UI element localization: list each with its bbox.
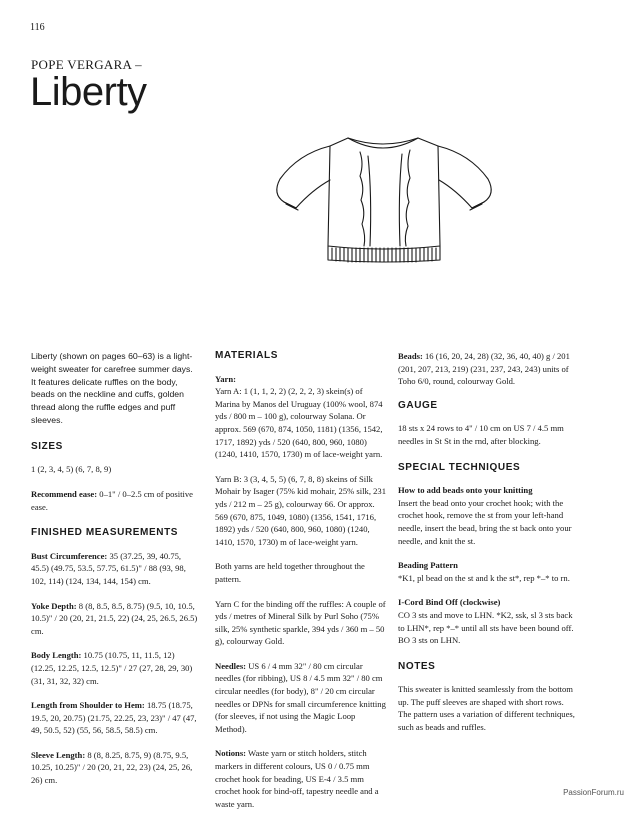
- icord-title: I-Cord Bind Off (clockwise): [398, 597, 501, 608]
- sleeve-length-text: 8 (8, 8.25, 8.75, 9) (8.75, 9.5, 10.25, 10.25)" / 20 (20, 21, 22, 23) (24, 25, 26, 26) cm.: [31, 749, 193, 786]
- ease-text: 0–1" / 0–2.5 cm of positive ease.: [31, 488, 193, 512]
- gauge-text: 18 sts x 24 rows to 4" / 10 cm on US 7 / 4.5 mm needles in St St in the rnd, after blocking.: [398, 423, 564, 446]
- page-number: 116: [30, 22, 45, 33]
- needles-paragraph: [215, 660, 387, 736]
- beads-technique-text: Insert the bead onto your crochet hook; with the crochet hook, remove the st from your left-hand needle, insert the bead, bring the st back onto your needle, and knit the st.: [398, 497, 572, 546]
- sizes-heading: SIZES: [31, 440, 63, 452]
- sleeve-length-paragraph: [31, 749, 199, 787]
- beading-pattern-title: Beading Pattern: [398, 560, 458, 571]
- sizes-text: 1 (2, 3, 4, 5) (6, 7, 8, 9): [31, 464, 112, 475]
- special-techniques-section: [398, 462, 578, 647]
- both-yarns-text: Both yarns are held together throughout the pattern.: [215, 561, 365, 584]
- special-heading: SPECIAL TECHNIQUES: [398, 461, 521, 473]
- beads-text: 16 (16, 20, 24, 28) (32, 36, 40, 40) g / 201 (201, 207, 213, 219) (231, 237, 243, 243) units of Toho 6/0, round, colourway Gold.: [398, 351, 570, 387]
- beads-label: Beads:: [398, 351, 423, 361]
- column-middle: [215, 350, 387, 822]
- intro-text: Liberty (shown on pages 60–63) is a light-weight sweater for carefree summer days. It features delicate ruffles on the body, beads on the neckline and cuffs, golden thread along the ruffle edges and puff sleeves.: [31, 351, 193, 425]
- hem-length-text: 18.75 (18.75, 19.5, 20, 20.75) (21.75, 22.25, 23, 23)" / 47 (47, 49, 50.5, 52) (55, 56, 58.5, 58.5) cm.: [31, 700, 197, 736]
- hem-length-label: Length from Shoulder to Hem:: [31, 700, 145, 711]
- beads-technique-title: How to add beads onto your knitting: [398, 485, 533, 496]
- bust-text: 35 (37.25, 39, 40.75, 45.5) (49.75, 53.5, 57.75, 61.5)" / 88 (93, 98, 102, 114) (124, 134, 144, 154) cm.: [31, 550, 186, 586]
- bust-label: Bust Circumference:: [31, 550, 108, 561]
- hem-length-paragraph: [31, 699, 199, 737]
- beads-paragraph: [398, 350, 578, 388]
- yarn-c-text: Yarn C for the binding off the ruffles: A couple of yds / metres of Mineral Silk by Purl Soho (75% silk, 25% synthetic sparkle, 394 yds / 360 m – 50 g), colourway Gold.: [215, 598, 386, 647]
- beading-pattern-text: *K1, pl bead on the st and k the st*, rep *–* to rn.: [398, 572, 570, 583]
- notes-text: This sweater is knitted seamlessly from the bottom up. The puff sleeves are shaped with short rows. The pattern uses a variation of different techniques, such as beads and ruffles.: [398, 684, 575, 733]
- yoke-label: Yoke Depth:: [31, 600, 77, 611]
- notions-paragraph: [215, 747, 387, 810]
- finished-heading: FINISHED MEASUREMENTS: [31, 527, 179, 539]
- notes-section: [398, 661, 578, 734]
- yoke-text: 8 (8, 8.5, 8.5, 8.75) (9.5, 10, 10.5, 10.5)" / 20 (20, 21, 21.5, 22) (24, 25, 26.5, 26.5) cm.: [31, 600, 198, 636]
- notions-text: Waste yarn or stitch holders, stitch markers in different colours, US 0 / 0.75 mm crochet hook for beading, US E-4 / 3.5 mm crochet hook for bind-off, tapestry needle and a waste yarn.: [215, 748, 379, 809]
- ease-label: Recommend ease:: [31, 488, 98, 499]
- sweater-illustration: [268, 124, 498, 274]
- notes-heading: NOTES: [398, 660, 436, 672]
- yarn-b-text: Yarn B: 3 (3, 4, 5, 5) (6, 7, 8, 8) skeins of Silk Mohair by Isager (75% kid mohair, 25% silk, 231 yds / 212 m – 25 g), colourway 66. Or approx. 569 (670, 875, 1049, 1080) (1356, 1541, 1716, 1892) yds / 520 (640, 800, 960, 1080) (1240, 1410, 1570, 1730) m of lace-weight yarn.: [215, 473, 387, 547]
- materials-heading: MATERIALS: [215, 350, 278, 361]
- page-title: Liberty: [30, 70, 147, 114]
- body-length-paragraph: [31, 649, 199, 687]
- watermark: PassionForum.ru: [563, 788, 624, 797]
- column-left: [31, 350, 199, 801]
- needles-text: US 6 / 4 mm 32" / 80 cm circular needles (for ribbing), US 8 / 4.5 mm 32" / 80 cm circular needles (for body), 8" / 20 cm circular needles or DPNs for small circumference knitting (for sleeves, if not using the Magic Loop Method).: [215, 660, 386, 734]
- yarn-label: Yarn:: [215, 373, 237, 384]
- column-right: [398, 350, 578, 748]
- yoke-paragraph: [31, 600, 199, 638]
- notions-label: Notions:: [215, 748, 247, 759]
- needles-label: Needles:: [215, 660, 247, 671]
- body-length-label: Body Length:: [31, 650, 82, 661]
- icord-text: CO 3 sts and move to LHN. *K2, ssk, sl 3 sts back to LHN*, rep *–* until all sts have been bound off. BO 3 sts on LHN.: [398, 609, 574, 646]
- finished-measurements-section: [31, 527, 199, 787]
- body-length-text: 10.75 (10.75, 11, 11.5, 12) (12.25, 12.25, 12.5, 12.5)" / 27 (27, 28, 29, 30) (31, 31, 32, 32) cm.: [31, 650, 193, 686]
- yarn-a-text: Yarn A: 1 (1, 1, 2, 2) (2, 2, 2, 3) skein(s) of Marina by Manos del Uruguay (100% wool, 874 yds / 800 m – 100 g), colourway Solana. Or approx. 569 (670, 874, 1050, 1181) (1356, 1542, 1717, 1892) yds / 520 (640, 800, 960, 1080) (1240, 1410, 1570, 1730) m of lace-weight yarn.: [215, 386, 383, 460]
- sleeve-length-label: Sleeve Length:: [31, 749, 86, 760]
- bust-paragraph: [31, 550, 199, 588]
- sizes-section: [31, 441, 199, 513]
- gauge-heading: GAUGE: [398, 399, 438, 411]
- gauge-section: [398, 400, 578, 448]
- ease-paragraph: [31, 488, 199, 513]
- designer-name: POPE VERGARA –: [31, 57, 142, 72]
